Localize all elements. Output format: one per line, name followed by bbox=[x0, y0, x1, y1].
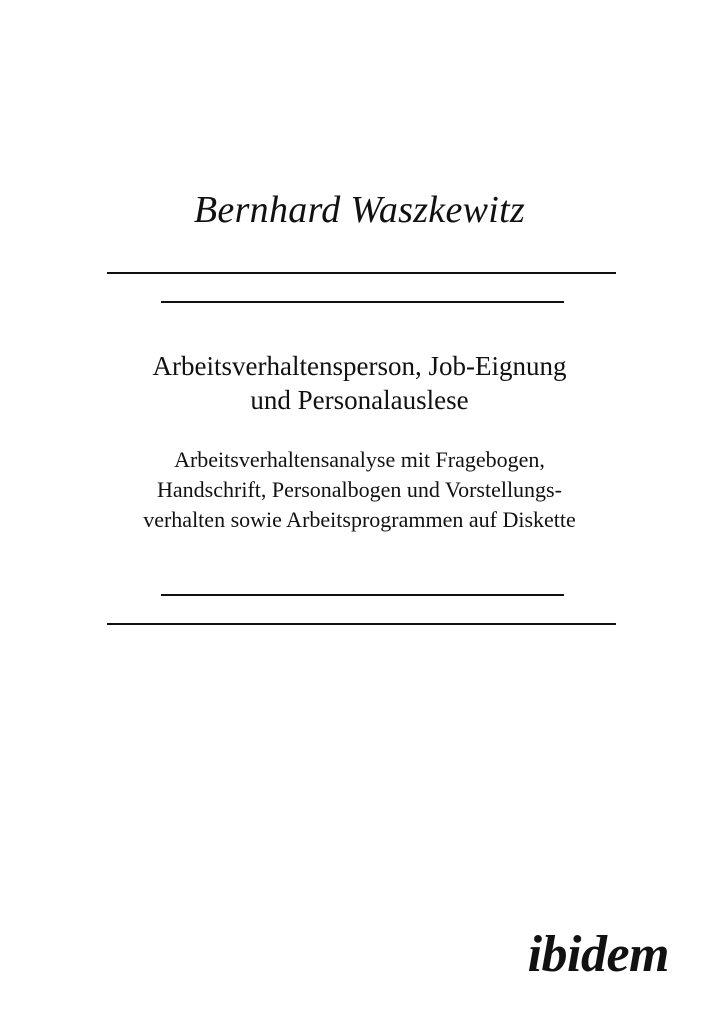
divider-top-long bbox=[107, 272, 616, 274]
divider-bottom-short bbox=[161, 594, 564, 596]
book-subtitle-line: Handschrift, Personalbogen und Vorstellungs- bbox=[157, 477, 562, 502]
author-name: Bernhard Waszkewitz bbox=[193, 189, 526, 231]
book-subtitle-line: verhalten sowie Arbeitsprogrammen auf Diskette bbox=[143, 507, 576, 532]
publisher-logo: ibidem bbox=[527, 926, 669, 983]
book-subtitle-line: Arbeitsverhaltensanalyse mit Fragebogen, bbox=[174, 447, 545, 472]
book-title-line: und Personalauslese bbox=[250, 385, 469, 415]
book-title-line: Arbeitsverhaltensperson, Job-Eignung bbox=[152, 351, 567, 381]
divider-bottom-long bbox=[107, 623, 616, 625]
book-subtitle bbox=[0, 445, 719, 535]
divider-top-short bbox=[161, 301, 564, 303]
book-title bbox=[0, 349, 719, 417]
